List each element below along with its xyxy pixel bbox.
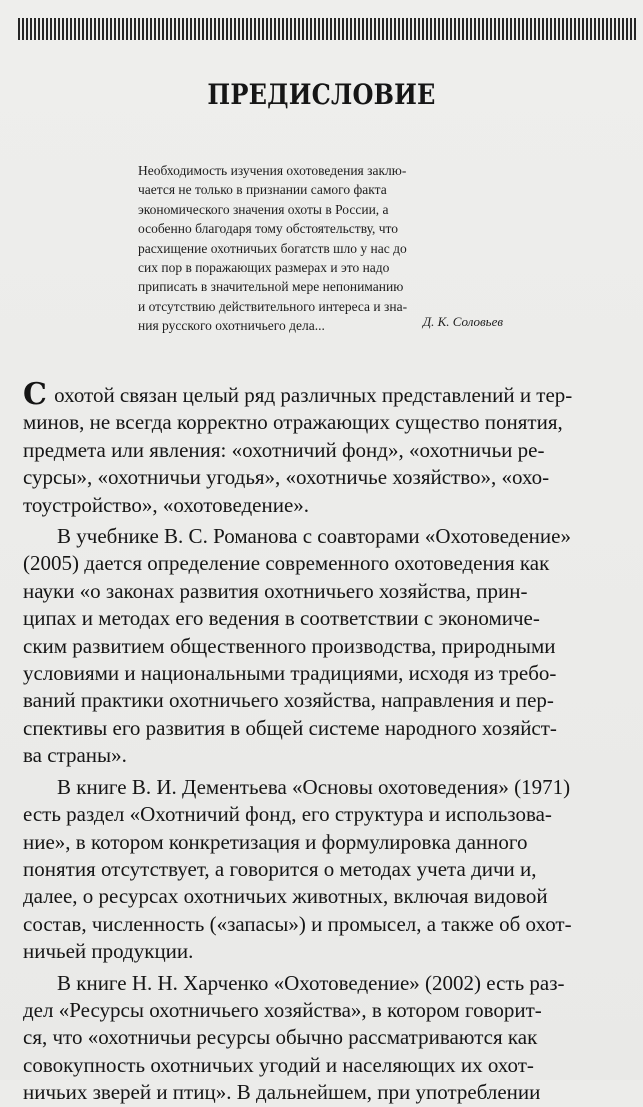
body-line: есть раздел «Охотничий фонд, его структура и использова- bbox=[23, 802, 552, 827]
drop-cap: С bbox=[23, 377, 47, 412]
body-line: далее, о ресурсах охотничьих животных, включая видовой bbox=[23, 884, 548, 909]
epigraph-line: особенно благодаря тому обстоятельству, что bbox=[138, 221, 399, 237]
body-line-first bbox=[23, 377, 635, 412]
epigraph-author: Д. К. Соловьев bbox=[422, 314, 503, 329]
body-line: (2005) дается определение современного охотоведения как bbox=[23, 551, 550, 576]
body-line: предмета или явления: «охотничий фонд», «охотничьи ре- bbox=[23, 437, 545, 462]
body-line: спективы его развития в общей системе народного хозяйст- bbox=[23, 715, 557, 740]
body-line: науки «о законах развития охотничьего хозяйства, прин- bbox=[23, 578, 528, 603]
epigraph-line: приписать в значительной мере непониманию bbox=[138, 279, 404, 295]
body-line: ся, что «охотничьи ресурсы обычно рассматриваются как bbox=[23, 1025, 538, 1050]
body-line: тоустройство», «охотоведение». bbox=[23, 492, 310, 517]
body-line: ваний практики охотничьего хозяйства, направления и пер- bbox=[23, 688, 554, 713]
body-line: сурсы», «охотничьи угодья», «охотничье хозяйство», «охо- bbox=[23, 465, 550, 490]
decorative-header-rule bbox=[18, 18, 636, 40]
body-line: минов, не всегда корректно отражающих существо понятия, bbox=[23, 410, 563, 435]
epigraph-line: и отсутствию действительного интереса и зна- bbox=[138, 298, 408, 314]
body-line: ским развитием общественного производства, природными bbox=[23, 633, 556, 658]
epigraph-line: расхищение охотничьих богатств шло у нас до bbox=[138, 240, 407, 256]
epigraph-block bbox=[138, 161, 509, 336]
body-line: условиями и национальными традициями, исходя из требо- bbox=[23, 661, 557, 686]
epigraph-line: чается не только в признании самого факта bbox=[138, 182, 387, 198]
body-line: понятия отсутствует, а говорится о методах учета дичи и, bbox=[23, 856, 537, 881]
body-line: ние», в котором конкретизация и формулировка данного bbox=[23, 829, 528, 854]
body-line: ничьей продукции. bbox=[23, 939, 194, 964]
body-line: ничьих зверей и птиц». В дальнейшем, при употреблении bbox=[23, 1080, 541, 1105]
page-title: ПРЕДИСЛОВИЕ bbox=[207, 78, 436, 111]
body-line: В книге Н. Н. Харченко «Охотоведение» (2002) есть раз- bbox=[57, 970, 565, 995]
epigraph-line: экономического значения охоты в России, а bbox=[138, 201, 389, 217]
body-line: совокупность охотничьих угодий и населяющих их охот- bbox=[23, 1052, 534, 1077]
body-line: дел «Ресурсы охотничьего хозяйства», в котором говорит- bbox=[23, 997, 542, 1022]
main-text bbox=[23, 377, 635, 1107]
epigraph-line: сих пор в поражающих размерах и это надо bbox=[138, 260, 390, 276]
epigraph-line: ния русского охотничьего дела... bbox=[138, 318, 325, 334]
body-line: В книге В. И. Дементьева «Основы охотоведения» (1971) bbox=[57, 774, 571, 799]
body-line: В учебнике В. С. Романова с соавторами «Охотоведение» bbox=[57, 524, 571, 549]
epigraph-line: Необходимость изучения охотоведения заклю- bbox=[138, 163, 407, 178]
body-line: состав, численность («запасы») и промысел, а также об охот- bbox=[23, 911, 572, 936]
body-line-text: охотой связан целый ряд различных представлений и тер- bbox=[48, 383, 573, 407]
body-line: ципах и методах его ведения в соответствии с экономиче- bbox=[23, 606, 540, 631]
body-line: ва страны». bbox=[23, 743, 127, 768]
